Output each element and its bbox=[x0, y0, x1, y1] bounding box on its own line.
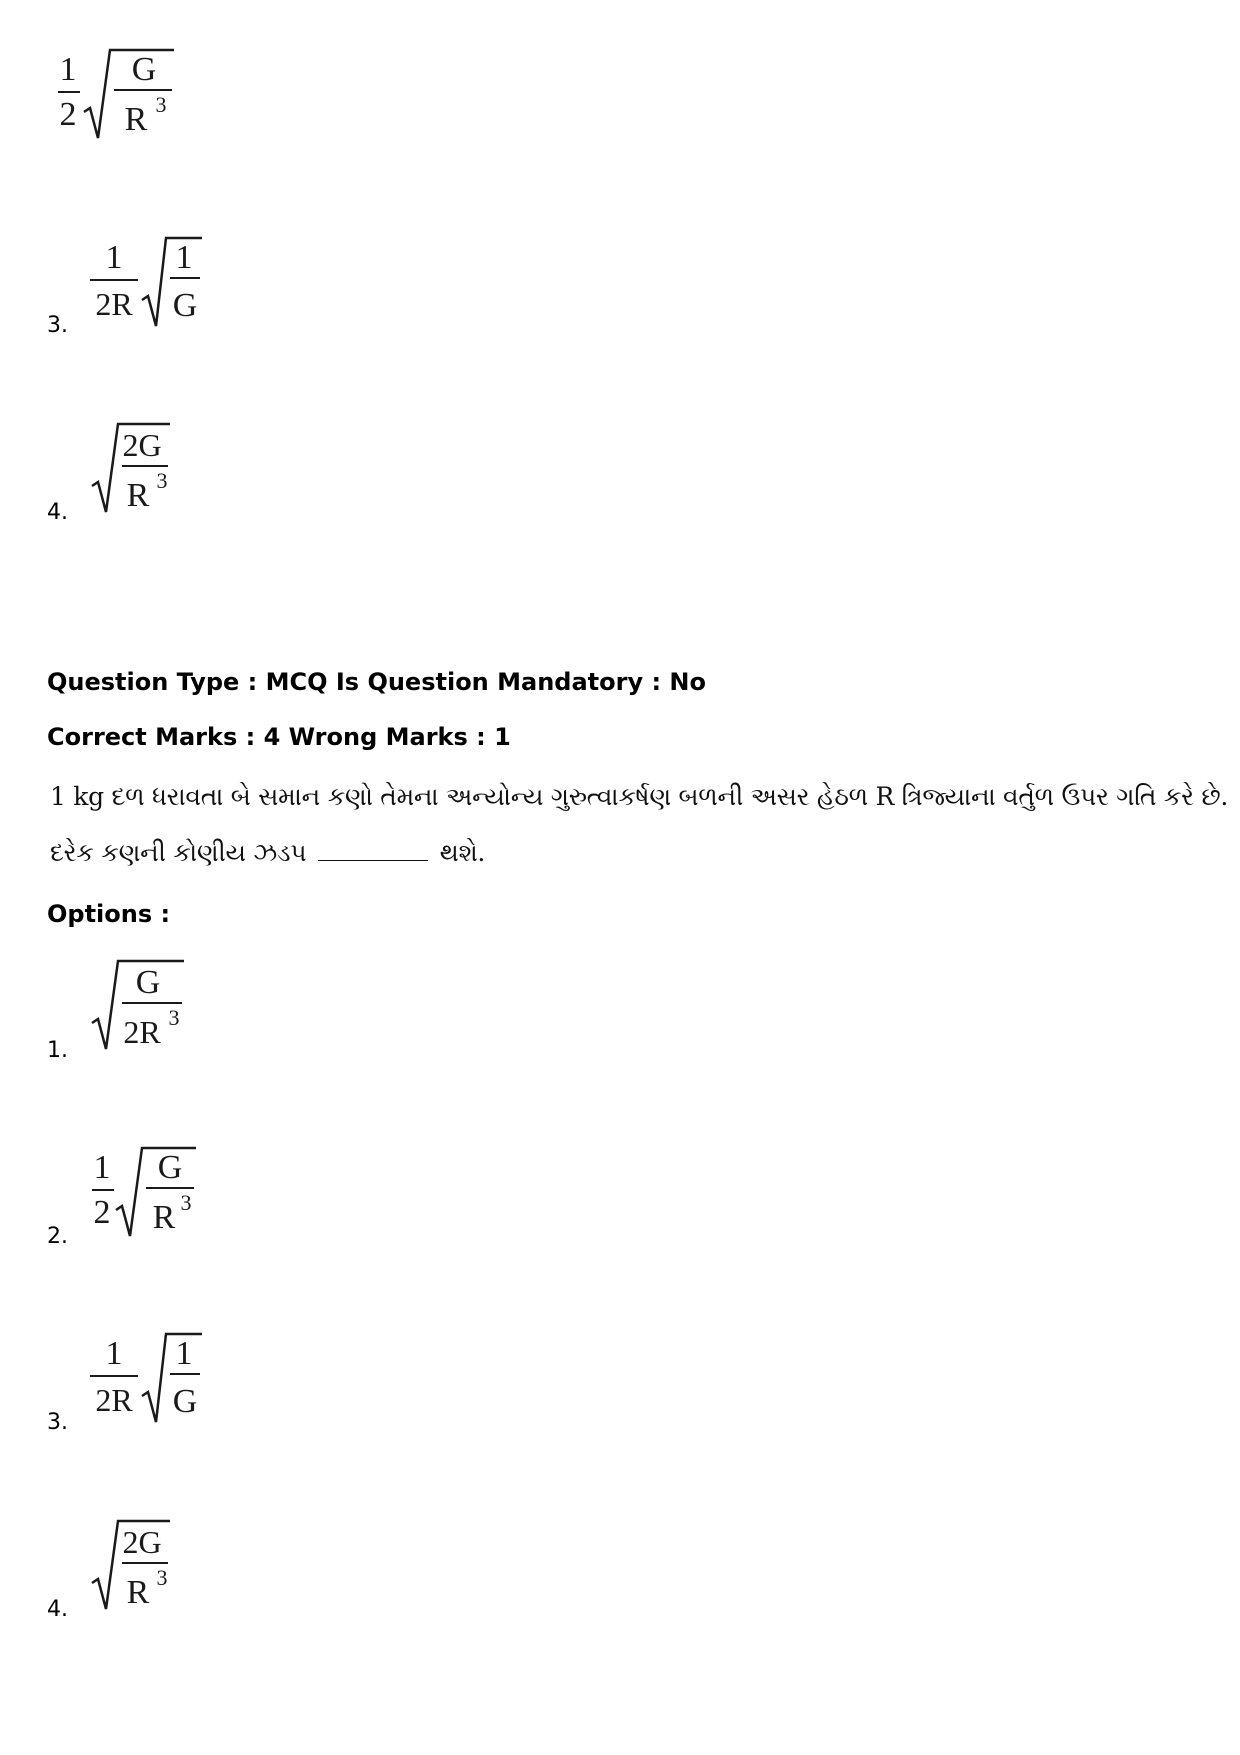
option-3-formula-one-over-2r-sqrt-one-over-g bbox=[88, 1328, 218, 1437]
option-number-4: 4. bbox=[47, 1597, 68, 1622]
question-marks-line: Correct Marks : 4 Wrong Marks : 1 bbox=[47, 723, 511, 751]
svg-text:R: R bbox=[126, 477, 150, 514]
radicand-denominator-r: R bbox=[124, 101, 148, 138]
prev-option-formula-sqrt-2g-over-r3 bbox=[88, 418, 198, 527]
numerator-one: 1 bbox=[59, 51, 77, 88]
prev-option-formula-half-sqrt-g-over-r3 bbox=[58, 40, 178, 159]
radicand-numerator-g: G bbox=[131, 51, 157, 88]
svg-text:G: G bbox=[172, 287, 198, 324]
svg-text:2G: 2G bbox=[122, 427, 162, 463]
question-type-line: Question Type : MCQ Is Question Mandatory : No bbox=[47, 668, 706, 696]
svg-text:2: 2 bbox=[93, 1194, 111, 1231]
svg-text:R: R bbox=[126, 1574, 150, 1611]
options-label: Options : bbox=[47, 900, 171, 928]
denominator-two: 2 bbox=[59, 96, 77, 133]
svg-text:1: 1 bbox=[105, 1335, 123, 1372]
svg-text:1: 1 bbox=[175, 1335, 193, 1372]
option-1-formula-sqrt-g-over-2r3 bbox=[88, 955, 208, 1064]
svg-text:3: 3 bbox=[156, 1565, 168, 1590]
svg-text:1: 1 bbox=[93, 1149, 111, 1186]
option-2-formula-half-sqrt-g-over-r3 bbox=[90, 1138, 210, 1257]
svg-text:1: 1 bbox=[105, 239, 123, 276]
question-text-line-2-after: થશે. bbox=[439, 838, 486, 867]
prev-option-number-3: 3. bbox=[47, 313, 68, 338]
svg-text:3: 3 bbox=[168, 1005, 180, 1030]
svg-text:3: 3 bbox=[180, 1190, 192, 1215]
exponent-three: 3 bbox=[155, 92, 167, 117]
svg-text:2R: 2R bbox=[95, 286, 133, 322]
svg-text:G: G bbox=[172, 1383, 198, 1420]
svg-text:2R: 2R bbox=[123, 1014, 161, 1050]
svg-text:2R: 2R bbox=[95, 1382, 133, 1418]
option-number-2: 2. bbox=[47, 1224, 68, 1249]
option-number-1: 1. bbox=[47, 1038, 68, 1063]
question-text-line-2 bbox=[50, 838, 485, 868]
question-text-line-2-before: દરેક કણની કોણીય ઝડપ bbox=[50, 838, 307, 867]
svg-text:1: 1 bbox=[175, 239, 193, 276]
prev-option-number-4: 4. bbox=[47, 500, 68, 525]
svg-text:G: G bbox=[135, 964, 161, 1001]
prev-option-formula-one-over-2r-sqrt-one-over-g bbox=[88, 232, 218, 341]
option-number-3: 3. bbox=[47, 1410, 68, 1435]
svg-text:G: G bbox=[157, 1149, 183, 1186]
option-4-formula-sqrt-2g-over-r3 bbox=[88, 1515, 198, 1624]
answer-blank bbox=[318, 859, 428, 861]
svg-text:R: R bbox=[152, 1199, 176, 1236]
question-text-line-1: 1 kg દળ ધરાવતા બે સમાન કણો તેમના અન્યોન્ય ગુરુત્વાકર્ષણ બળની અસર હેઠળ R ત્રિજ્યાના વર્તુળ ઉપર ગતિ કરે છે. bbox=[50, 782, 1229, 811]
svg-text:2G: 2G bbox=[122, 1524, 162, 1560]
svg-text:3: 3 bbox=[156, 468, 168, 493]
